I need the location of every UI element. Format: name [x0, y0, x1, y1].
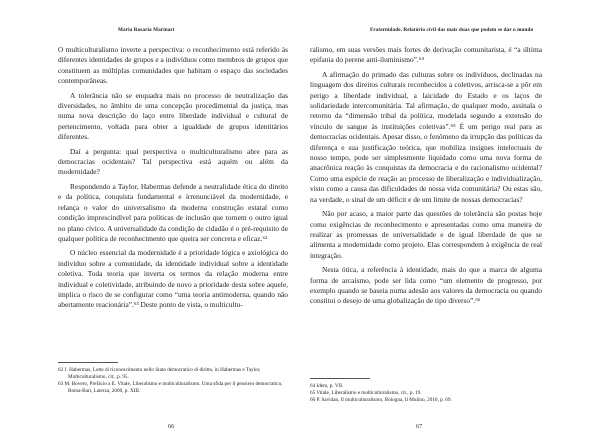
left-page-number: 66: [168, 423, 175, 430]
footnote: 66 P. Savidan, Il multiculturalismo, Bologna, Il Mulino, 2010, p. 69.: [310, 397, 452, 403]
paragraph: A tolerância não se enquadra mais no processo de neutralização das diversidades, no âmbito de uma concepção procedimental da justiça, mas numa nova descrição do laço entre liberdade individual e cultural de pertencimento, voltada para obter a igualdade de grupos identitários diferentes.: [58, 90, 288, 142]
footnote-rule: [310, 378, 370, 379]
paragraph: Nesta ótica, a referência à identidade, mais do que a marca de alguma forma de arcaísmo, pode ser lida como “um elemento de progresso, por exemplo quando se baseia numa adesão aos valores da democracia ou quando constitui o desejo de uma globalização de tipo diverso”.⁶⁶: [310, 265, 542, 306]
paragraph: Respondendo a Taylor, Habermas defende a neutralidade ética do direito e da política, conquista fundamental e irrenunciável da modernidade, e relança o valor do universalismo da moderna construção estatal como condição imprescindível para políticas de inclusão que tornem o outro igual no plano cívico. A universalidade da condição de cidadão é o pré-requisito de qualquer política de reconhecimento que queira ser concreta e eficaz.⁶²: [58, 181, 288, 243]
footnote: 64 Idem, p. VII.: [310, 383, 344, 389]
footnote: 63 M. Bovero, Prefácio a E. Vitale, Liberalismo e multiculturalismo. Uma sfida per il pensiero democratico, Roma-Bari, Laterza, 2000, p. XIII.: [58, 381, 283, 394]
left-footnotes: [58, 362, 288, 395]
left-page-body: [58, 45, 288, 311]
right-page-number: 67: [416, 423, 423, 430]
paragraph: Não por acaso, a maior parte das questões de tolerância são postas hoje como exigências de reconhecimento e apresentadas como uma maneira de realizar as promessas de universalidade e de igual liberdade de que se alimenta a modernidade como projeto. Elas correspondem à exigência de real integração.: [310, 209, 542, 260]
footnote-rule: [58, 362, 118, 363]
paragraph: A afirmação do primado das culturas sobre os indivíduos, declinadas na linguagem dos direitos culturais reconhecidos a coletivos, arrisca-se a pôr em perigo a liberdade individual, a laicidade do Estado e os laços de solidariedade intercomunitária. Tal afirmação, de qualquer modo, assinala o retorno da “dimensão tribal da política, modelada segundo a extensão do vínculo de sangue às instituições coletivas”.⁶⁵ É um perigo real para as democracias ocidentais. Apesar disso, o fenômeno da irrupção das políticas da diferença e sua justificação teórica, que mobiliza insignes intelectuais de nosso tempo, pode ser simplesmente liquidado como uma nova forma de anacrônica reação às conquistas da democracia e do racionalismo ocidental? Como uma espécie de reação ao processo de liberalização e individualização, visto como a causa das dificuldades de nossa vida comunitária? Ou estas são, na verdade, o sinal de um déficit e de um limite de nossas democracias?: [310, 69, 542, 204]
right-footnotes: [310, 378, 542, 404]
right-page: [300, 0, 600, 448]
right-running-head: Fraternidade. Relatório civil das mais duas que podem se dar o mundo: [370, 27, 534, 33]
left-running-head: Maria Rosaria Marinari: [118, 27, 175, 33]
paragraph: O núcleo essencial da modernidade é a prioridade lógica e axiológica do indivíduo sobre a comunidade, da identidade individual sobre a identidade coletiva. Toda teoria que inverta os termos da relação moderna entre individual e coletividade, atribuindo de novo a prioridade desta sobre aquele, implica o risco de se configurar como “uma teoria antimoderna, quando não abertamente reacionária”.⁶³ Deste ponto de vista, o multicultu-: [58, 248, 288, 310]
paragraph: Daí a pergunta: qual perspectiva o multiculturalismo abre para as democracias ocidentais? Tal perspectiva está aquém ou além da modernidade?: [58, 146, 288, 177]
footnote: 62 J. Habermas, Lotte di riconoscimento nello Stato democratico di diritto, in Habermas e Taylor, Multiculturalismo, cit., p. 95.: [58, 367, 261, 380]
paragraph: O multiculturalismo inverte a perspectiva: o reconhecimento está referido às diferentes identidades de grupos e a indivíduos como membros de grupos que constituem as múltiplas comunidades que habitam o espaço das sociedades contemporâneas.: [58, 45, 288, 86]
footnote: 65 Vitale, Liberalismo e multiculturalismo, cit., p. 19.: [310, 390, 422, 396]
paragraph: ralismo, em suas versões mais fortes de derivação comunitarista, é “a última epifania do perene anti-iluminismo”.⁶⁴: [310, 45, 542, 65]
right-page-body: [310, 45, 542, 307]
